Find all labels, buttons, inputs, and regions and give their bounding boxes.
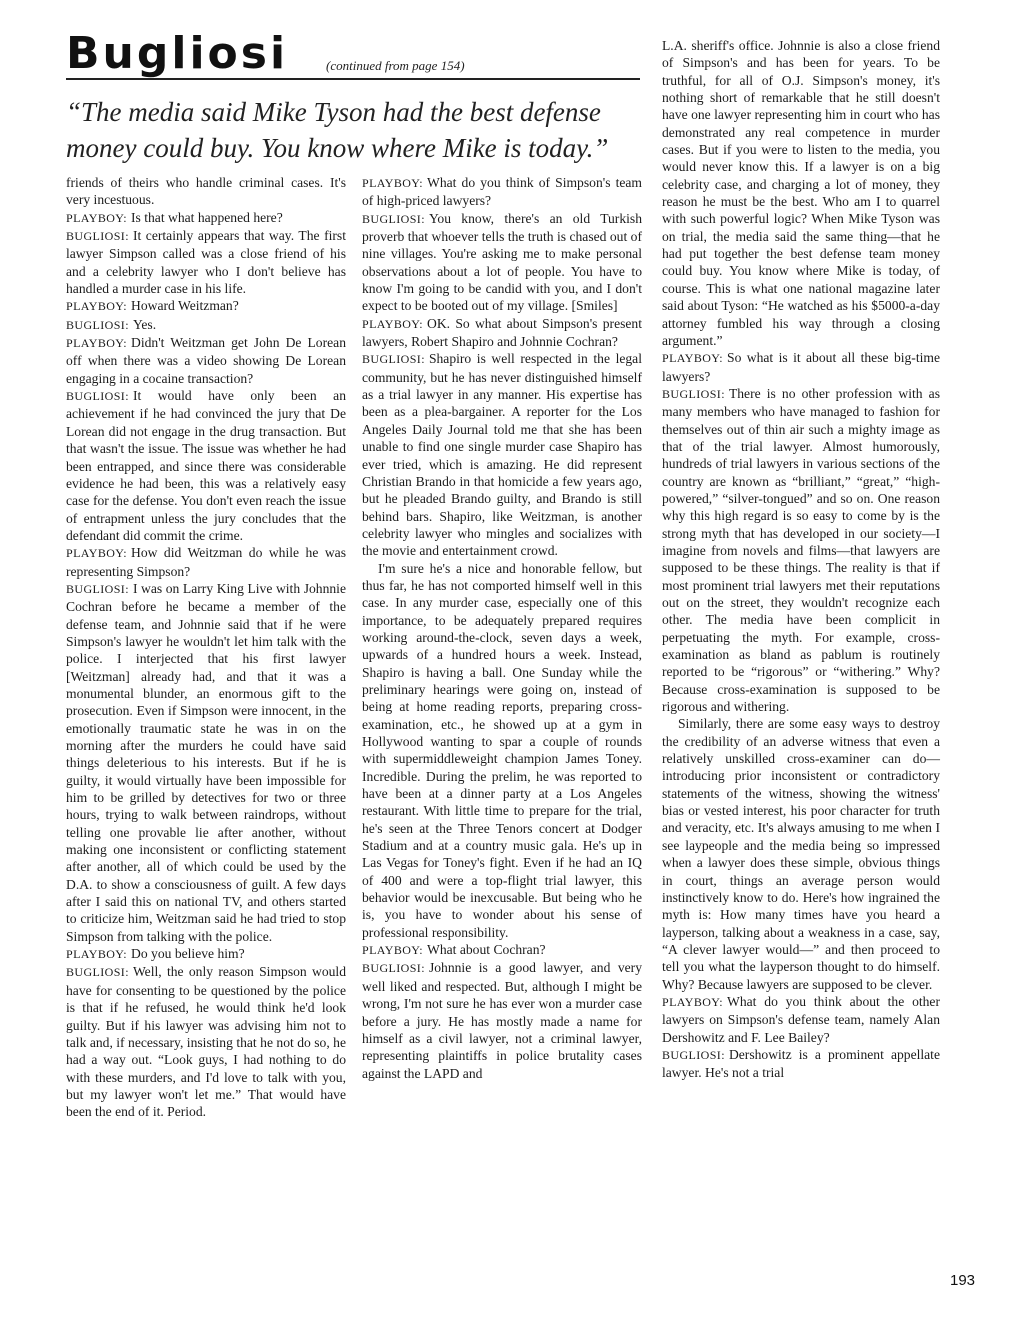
paragraph [66,963,346,1120]
paragraph-text: Is that what happened here? [131,209,283,225]
paragraph-text: You know, there's an old Turkish proverb that whoever tells the truth is chased out of nine villages. You're asking me to make personal observations about a lot of people. You have to know I'm going to be candid with you, and I don't expect to be booted out of my village. [Smiles] [362,210,642,314]
paragraph-text: What do you think about the other lawyers on Simpson's defense team, namely Alan Dershowitz and F. Lee Bailey? [662,993,940,1045]
paragraph [662,349,940,385]
speaker-label: PLAYBOY: [662,994,724,1009]
paragraph-text: Well, the only reason Simpson would have for consenting to be questioned by the police is that if he refused, he would think he'd look guilty. But if his lawyer was advising him not to talk and, if necessary, insisting that he not do so, he had a way out. “Look guys, I had nothing to do with these murders, and I'd love to talk with you, but my lawyer won't let me.” That would have been the end of it. Period. [66,964,346,1120]
paragraph-text: Dershowitz is a prominent appellate lawyer. He's not a trial [662,1046,940,1081]
paragraph [66,580,346,945]
paragraph-text: How did Weitzman do while he was representing Simpson? [66,545,346,579]
paragraph-text: Didn't Weitzman get John De Lorean off when there was a video showing De Lorean engaging in a cocaine transaction? [66,335,346,386]
page-number: 193 [950,1272,976,1289]
paragraph [362,941,642,959]
continued-note: (continued from page 154) [326,58,465,73]
paragraph-text: It certainly appears that way. The first lawyer Simpson called was a close friend of his and a celebrity lawyer who I don't believe has handled a murder case in his life. [66,228,346,297]
text-column-3 [662,37,940,1082]
speaker-label: PLAYBOY: [362,316,424,331]
paragraph-text: Do you believe him? [131,946,245,962]
paragraph [362,560,642,942]
article-title: Bugliosi [66,28,289,79]
paragraph [362,210,642,315]
paragraph [66,945,346,963]
paragraph-text: Howard Weitzman? [131,298,239,314]
paragraph-text: L.A. sheriff's office. Johnnie is also a close friend of Simpson's and has been for years. To be truthful, for all of O.J. Simpson's money, it's nothing short of remarkable that he still doesn't have one lawyer representing him in court who has demonstrated any real competence in murder cases. But if you were to listen to the media, you would never know this. If a lawyer is on a big celebrity case, and charging a lot of money, they reason he must be the best. Who am I to quarrel with such powerful logic? When Mike Tyson was on trial, the media said the same thing—that he had put together the best defense team money could buy. You know where Mike is today, of course. This is what one national magazine later said about Tyson: “He watched as his $5000-a-day attorney fumbled his way through a closing argument.” [662,38,940,348]
paragraph [362,350,642,559]
speaker-label: PLAYBOY: [362,943,424,958]
speaker-label: BUGLIOSI: [362,961,425,976]
paragraph-text: Similarly, there are some easy ways to destroy the credibility of an adverse witness that even a relatively unskilled cross-examiner can do—introducing prior inconsistent or contradictory statements of the witness, showing the witness' bias or vested interest, his poor character for truth and veracity, etc. It's always amusing to me when I see laypeople and the media being so impressed when a lawyer does these simple, obvious things in court, things an average person would instinctively know to do. Here's how ingrained the myth is: How many times have you heard a layperson, talking about a weakness in a case, say, “A clever lawyer would—” and then proceed to tell you what the layperson thought to do himself. Why? Because lawyers are supposed to be clever. [662,716,940,992]
paragraph [66,297,346,315]
speaker-label: BUGLIOSI: [66,389,129,404]
paragraph [66,544,346,580]
speaker-label: BUGLIOSI: [66,965,129,980]
title-rule [66,78,640,80]
paragraph [362,315,642,351]
speaker-label: PLAYBOY: [362,176,424,190]
paragraph-text: friends of theirs who handle criminal cases. It's very incestuous. [66,175,346,208]
paragraph [66,174,346,209]
paragraph-text: I'm sure he's a nice and honorable fellow, but thus far, he has not comported himself well in this case. In any murder case, especially one of this importance, to be adequately prepared requires working around-the-clock, seven days a week, upwards of a hundred hours a week. Instead, Shapiro is having a ball. One Sunday while the preliminary hearings were going on, instead of being at home reading reports, preparing cross-examination, etc., he showed up at a gym in Hollywood wanting to spar a couple of rounds with supermiddleweight champion James Toney. Incredible. During the prelim, he was reported to have been at a dinner party at a Los Angeles restaurant. With little time to prepare for the trial, he's seen at the Three Tenors concert at Dodger Stadium and at a country music gala. He's up in Las Vegas for Toney's fight. Even if he had an IQ of 400 and were a top-flight trial lawyer, this behavior would be inexcusable. But being who he is, you have to wonder about his sense of professional responsibility. [362,560,642,940]
paragraph-text: Johnnie is a good lawyer, and very well liked and respected. But, although I might be wrong, I'm not sure he has ever won a murder case before a jury. He has mostly made a name for himself as a civil lawyer, not a criminal lawyer, representing plaintiffs in police brutality cases against the LAPD and [362,960,642,1081]
speaker-label: PLAYBOY: [66,546,128,561]
paragraph [66,387,346,544]
paragraph [362,174,642,210]
paragraph [662,1046,940,1082]
speaker-label: BUGLIOSI: [362,211,425,226]
speaker-label: BUGLIOSI: [662,386,725,401]
paragraph [66,209,346,227]
speaker-label: PLAYBOY: [66,947,128,962]
text-column-1 [66,174,346,1121]
paragraph [662,993,940,1046]
speaker-label: BUGLIOSI: [362,352,425,367]
paragraph-text: Shapiro is well respected in the legal community, but he has never distinguished himself as a trial lawyer in any manner. His expertise has been as a plea-bargainer. A reporter for the Los Angeles Daily Journal told me that she has been unable to find one single murder case Shapiro has ever tried, which is amazing. He did represent Christian Brando in that homicide a few years ago, but he pleaded Brando guilty, and Brando is still behind bars. Shapiro, like Weitzman, is another celebrity lawyer who mingles and socializes with the movie and entertainment crowd. [362,351,642,559]
paragraph-text: It would have only been an achievement if he had convinced the jury that De Lorean did not engage in the drug transaction. But that wasn't the issue. The issue was whether he had been entrapped, and since there was considerable evidence he had been, this was a relatively easy case for the defense. You don't even reach the issue of entrapment unless the jury concludes that the defendant did commit the crime. [66,388,346,543]
paragraph [66,334,346,387]
speaker-label: PLAYBOY: [66,210,128,225]
paragraph-text: What about Cochran? [427,942,546,958]
paragraph [66,227,346,297]
paragraph [662,715,940,993]
speaker-label: BUGLIOSI: [662,1047,725,1062]
pull-quote: “The media said Mike Tyson had the best defense money could buy. You know where Mike is today.” [66,97,609,163]
paragraph [662,385,940,716]
paragraph-text: What do you think of Simpson's team of high-priced lawyers? [362,175,642,209]
paragraph-text: Yes. [132,316,157,332]
speaker-label: PLAYBOY: [66,299,128,314]
speaker-label: PLAYBOY: [66,336,128,351]
paragraph-text: So what is it about all these big-time lawyers? [662,350,940,384]
paragraph-text: OK. So what about Simpson's present lawyers, Robert Shapiro and Johnnie Cochran? [362,315,642,350]
text-column-2 [362,174,642,1082]
paragraph-text: There is no other profession with as many members who have managed to fashion for themselves out of thin air such a mighty image as that of the trial lawyer. Almost humorously, hundreds of trial lawyers in various sections of the country are known as “brilliant,” “great,” “high-powered,” “silver-tongued” and so on. One reason why this high regard is so easy to come by is the strong myth that has developed in our society—I imagine from novels and films—that lawyers are supposed to be these things. The reality is that if most prominent trial lawyers met their reputations out on the street, they wouldn't recognize each other. The media have been complicit in perpetuating the myth. For example, cross-examination as bland as pablum is routinely reported to be “rigorous” or “withering.” Why? Because cross-examination is supposed to be rigorous and withering. [662,385,940,715]
speaker-label: BUGLIOSI: [66,317,129,332]
paragraph [66,316,346,334]
speaker-label: BUGLIOSI: [66,229,129,244]
speaker-label: BUGLIOSI: [66,581,129,596]
speaker-label: PLAYBOY: [662,351,724,366]
paragraph [362,959,642,1081]
paragraph-text: I was on Larry King Live with Johnnie Cochran before he became a member of the defense team, and Johnnie said that if he were Simpson's lawyer he wouldn't let him talk with the police. I interjected that his first lawyer [Weitzman] already had, and that it was a monumental blunder, an enormous gift to the prosecution. Even if Simpson were innocent, in the emotionally traumatic state he was in on the morning after the murders he could have said things deleterious to his interests. But if he is guilty, it would virtually have been impossible for him to be grilled by detectives for two or three hours, trying to walk between raindrops, without telling one provable lie after another, without making one inconsistent or conflicting statement after another, all of which could be used by the D.A. to show a consciousness of guilt. A few days after I said this on national TV, and others started to criticize him, Weitzman said he had tried to stop Simpson from talking with the police. [66,580,346,944]
paragraph [662,37,940,349]
